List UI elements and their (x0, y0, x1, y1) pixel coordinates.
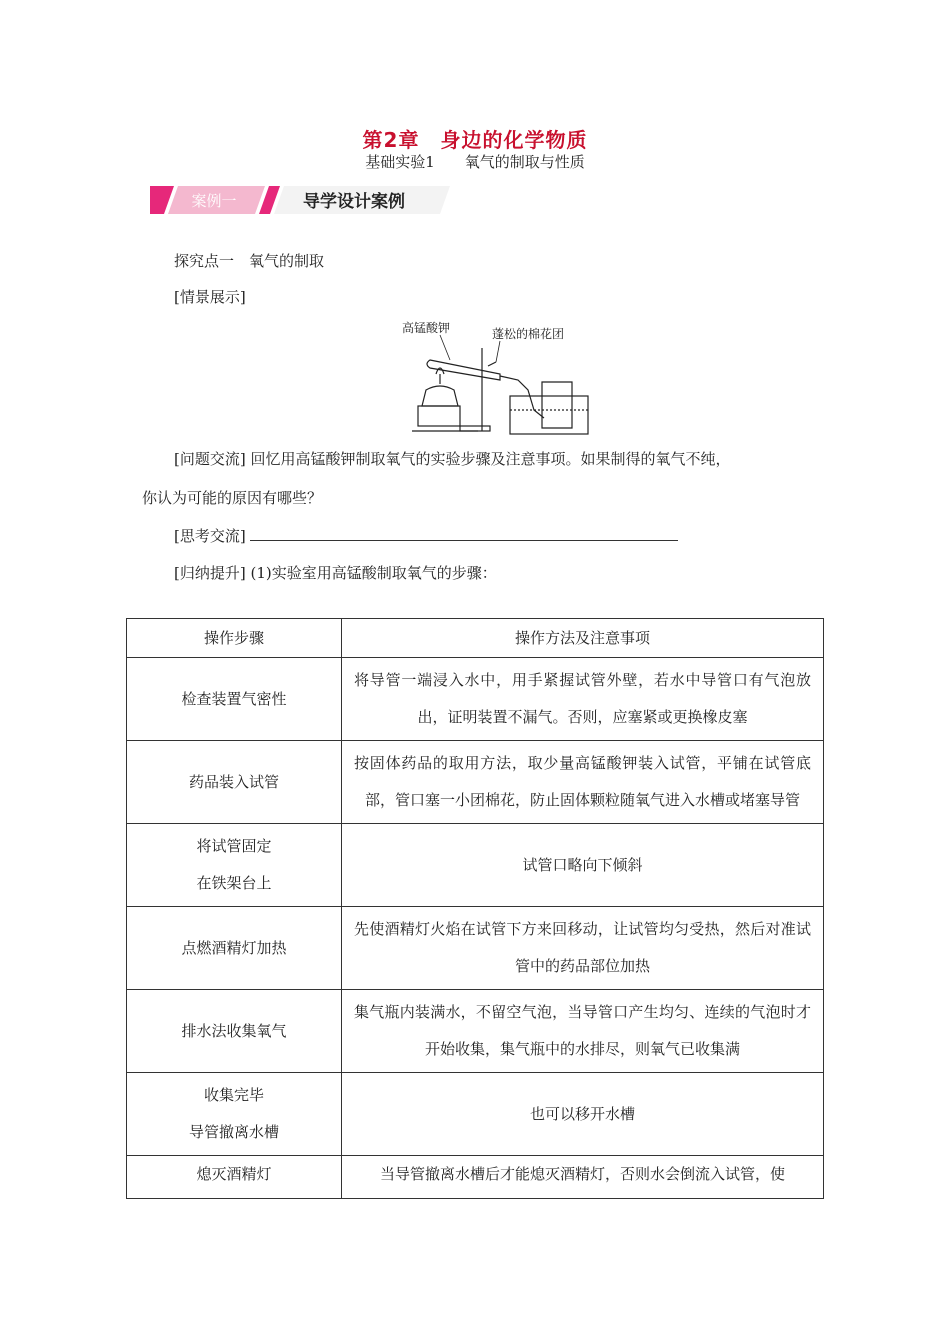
step-line: 收集完毕 (203, 1086, 264, 1104)
alcohol-lamp-icon (422, 386, 458, 406)
question-line1 (174, 449, 731, 469)
gas-jar-icon (542, 382, 572, 428)
step-cell (127, 1073, 342, 1156)
delivery-tube (500, 376, 544, 418)
section-subtitle: 基础实验1 氧气的制取与性质 (365, 153, 585, 171)
header-step: 操作步骤 (127, 619, 342, 658)
step-cell: 检查装置气密性 (127, 658, 342, 741)
step-cell (127, 824, 342, 907)
figure-leader-cotton (496, 341, 500, 362)
clamp-icon (488, 362, 496, 366)
step-line: 在铁架台上 (196, 874, 272, 892)
table-row (127, 907, 824, 990)
table-header-row (127, 619, 824, 658)
case-banner (150, 186, 450, 214)
table-row (127, 741, 824, 824)
summary-text: (1)实验室用高锰酸制取氧气的步骤： (250, 564, 497, 582)
figure-leader-kmno4 (440, 335, 450, 360)
step-cell: 药品装入试管 (127, 741, 342, 824)
scene-label: [情景展示] (174, 288, 246, 306)
method-cell: 将导管一端浸入水中，用手紧握试管外壁，若水中导管口有气泡放出，证明装置不漏气。否则，应塞紧或更换橡皮塞 (342, 658, 824, 741)
method-cell: 当导管撤离水槽后才能熄灭酒精灯，否则水会倒流入试管，使 (342, 1156, 824, 1199)
figure-label-kmno4: 高锰酸钾 (402, 321, 451, 335)
chapter-title: 第2章 身边的化学物质 (362, 128, 588, 152)
method-cell: 按固体药品的取用方法，取少量高锰酸钾装入试管，平铺在试管底部，管口塞一小团棉花，防止固体颗粒随氧气进入水槽或堵塞导管 (342, 741, 824, 824)
method-cell: 也可以移开水槽 (342, 1073, 824, 1156)
banner-title: 导学设计案例 (303, 192, 405, 212)
step-line: 将试管固定 (196, 837, 272, 855)
figure-label-cotton: 蓬松的棉花团 (492, 327, 565, 341)
answer-blank[interactable] (250, 526, 678, 541)
header-method: 操作方法及注意事项 (342, 619, 824, 658)
method-cell: 集气瓶内装满水，不留空气泡，当导管口产生均匀、连续的气泡时才开始收集，集气瓶中的水排尽，则氧气已收集满 (342, 990, 824, 1073)
method-cell: 先使酒精灯火焰在试管下方来回移动，让试管均匀受热，然后对准试管中的药品部位加热 (342, 907, 824, 990)
table-row (127, 824, 824, 907)
question-text-2: 你认为可能的原因有哪些？ (142, 489, 323, 507)
lamp-block (418, 406, 460, 426)
method-cell: 试管口略向下倾斜 (342, 824, 824, 907)
apparatus-figure (400, 318, 590, 438)
banner-tag: 案例一 (191, 192, 237, 210)
summary-tag: [归纳提升] (174, 564, 246, 582)
table-row (127, 990, 824, 1073)
steps-table (126, 618, 824, 1199)
table-row (127, 1156, 824, 1199)
step-cell: 点燃酒精灯加热 (127, 907, 342, 990)
step-cell: 排水法收集氧气 (127, 990, 342, 1073)
step-cell: 熄灭酒精灯 (127, 1156, 342, 1199)
step-line: 导管撤离水槽 (188, 1123, 279, 1141)
summary-line (174, 563, 497, 583)
question-tag: [问题交流] (174, 450, 246, 468)
section-heading: 探究点一 氧气的制取 (174, 252, 325, 270)
table-row (127, 1073, 824, 1156)
stand-foot (460, 426, 490, 431)
question-text-1: 回忆用高锰酸钾制取氧气的实验步骤及注意事项。如果制得的氧气不纯， (250, 450, 731, 468)
table-row (127, 658, 824, 741)
thinking-tag: [思考交流] (174, 527, 246, 545)
thinking-line (174, 526, 678, 546)
